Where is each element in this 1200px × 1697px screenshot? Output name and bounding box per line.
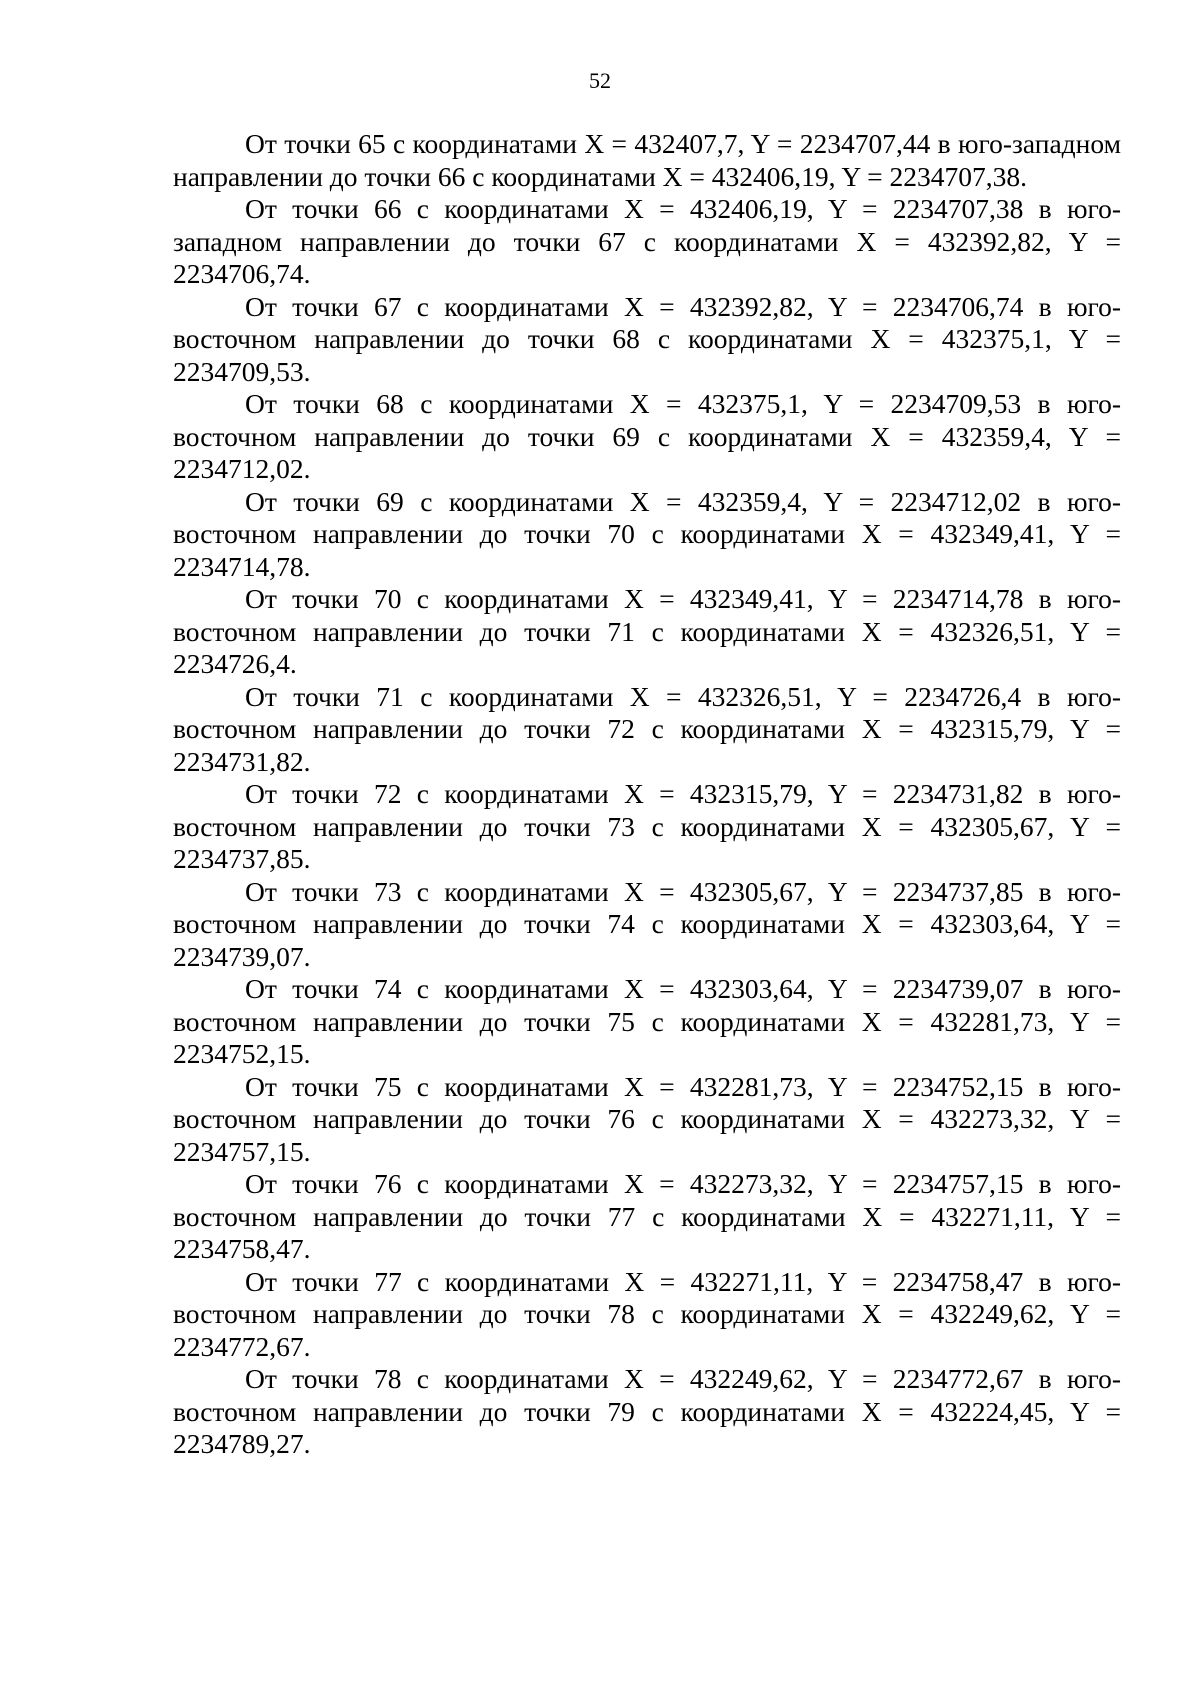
paragraph: От точки 76 с координатами X = 432273,32, Y = 2234757,15 в юго-восточном направлении до точки 77 с координатами X = 432271,11, Y = 2234758,47.	[173, 1168, 1121, 1264]
paragraph: От точки 72 с координатами X = 432315,79, Y = 2234731,82 в юго-восточном направлении до точки 73 с координатами X = 432305,67, Y = 2234737,85.	[173, 778, 1121, 874]
document-body	[173, 128, 1121, 1461]
paragraph: От точки 78 с координатами X = 432249,62, Y = 2234772,67 в юго-восточном направлении до точки 79 с координатами X = 432224,45, Y = 2234789,27.	[173, 1363, 1121, 1459]
paragraph: От точки 77 с координатами X = 432271,11, Y = 2234758,47 в юго-восточном направлении до точки 78 с координатами X = 432249,62, Y = 2234772,67.	[173, 1265, 1121, 1362]
paragraph: От точки 69 с координатами X = 432359,4, Y = 2234712,02 в юго-восточном направлении до точки 70 с координатами X = 432349,41, Y = 2234714,78.	[173, 485, 1121, 582]
paragraph: От точки 66 с координатами X = 432406,19, Y = 2234707,38 в юго-западном направлении до точки 67 с координатами X = 432392,82, Y = 2234706,74.	[173, 193, 1121, 289]
paragraph: От точки 67 с координатами X = 432392,82, Y = 2234706,74 в юго-восточном направлении до точки 68 с координатами X = 432375,1, Y = 2234709,53.	[173, 290, 1121, 387]
paragraph: От точки 71 с координатами X = 432326,51, Y = 2234726,4 в юго-восточном направлении до точки 72 с координатами X = 432315,79, Y = 2234731,82.	[173, 680, 1121, 777]
page-number: 52	[589, 68, 611, 93]
paragraph: От точки 74 с координатами X = 432303,64, Y = 2234739,07 в юго-восточном направлении до точки 75 с координатами X = 432281,73, Y = 2234752,15.	[173, 973, 1121, 1069]
paragraph: От точки 68 с координатами X = 432375,1, Y = 2234709,53 в юго-восточном направлении до точки 69 с координатами X = 432359,4, Y = 2234712,02.	[173, 388, 1121, 484]
paragraph: От точки 73 с координатами X = 432305,67, Y = 2234737,85 в юго-восточном направлении до точки 74 с координатами X = 432303,64, Y = 2234739,07.	[173, 875, 1121, 972]
paragraph: От точки 75 с координатами X = 432281,73, Y = 2234752,15 в юго-восточном направлении до точки 76 с координатами X = 432273,32, Y = 2234757,15.	[173, 1070, 1121, 1167]
paragraph: От точки 70 с координатами X = 432349,41, Y = 2234714,78 в юго-восточном направлении до точки 71 с координатами X = 432326,51, Y = 2234726,4.	[173, 583, 1121, 679]
paragraph: От точки 65 с координатами X = 432407,7, Y = 2234707,44 в юго-западном направлении до точки 66 с координатами X = 432406,19, Y = 2234707,38.	[173, 128, 1121, 192]
